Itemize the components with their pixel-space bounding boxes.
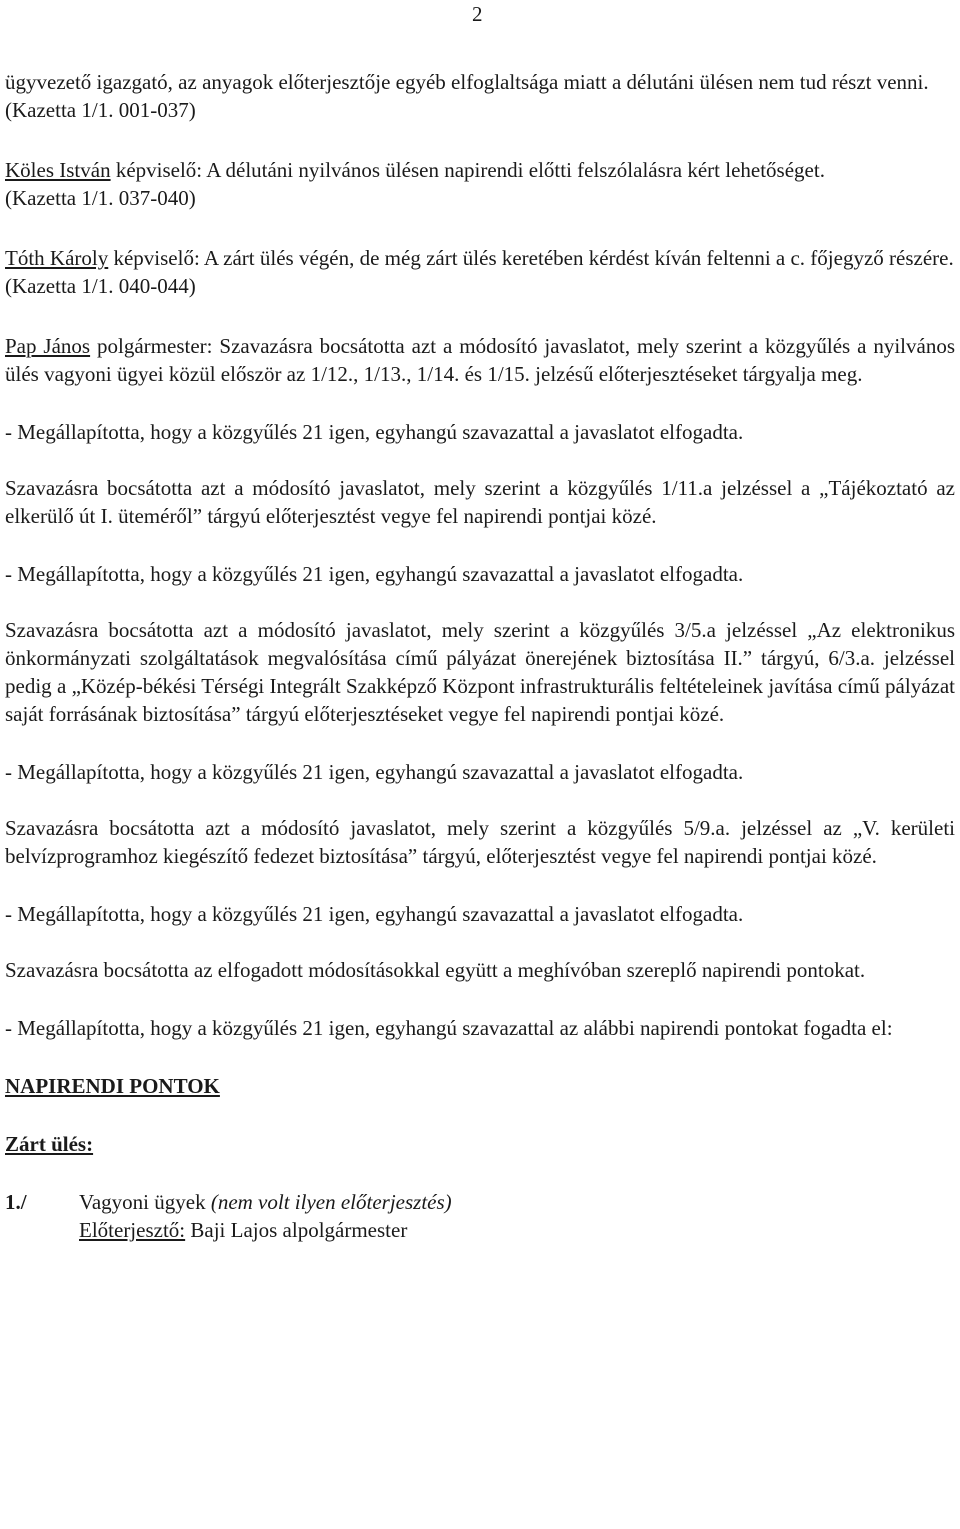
- paragraph-1-text: ügyvezető igazgató, az anyagok előterjesztője egyéb elfoglaltsága miatt a délutáni ülésen nem tud részt venni.: [5, 70, 929, 94]
- agenda-heading: NAPIRENDI PONTOK: [5, 1074, 220, 1098]
- paragraph-3-text: képviselő: A zárt ülés végén, de még zárt ülés keretében kérdést kíván feltenni a c. főjegyző részére.: [108, 246, 954, 270]
- tape-reference: (Kazetta 1/1. 040-044): [5, 274, 196, 298]
- presenter-label: Előterjesztő:: [79, 1218, 186, 1242]
- page-number: 2: [472, 2, 483, 26]
- agenda-item-note: (nem volt ilyen előterjesztés): [210, 1190, 452, 1214]
- paragraph-1: [5, 68, 955, 124]
- paragraph-9: - Megállapította, hogy a közgyűlés 21 igen, egyhangú szavazattal az alábbi napirendi pontokat fogadta el:: [5, 1016, 893, 1040]
- paragraph-5: Szavazásra bocsátotta azt a módosító javaslatot, mely szerint a közgyűlés 1/11.a jelzéssel a „Tájékoztató az elkerülő út I. üteméről” tárgyú előterjesztést vegye fel napirendi pontjai közé.: [5, 476, 955, 528]
- vote-result-1: - Megállapította, hogy a közgyűlés 21 igen, egyhangú szavazattal a javaslatot elfogadta.: [5, 420, 744, 444]
- agenda-item-number: 1./: [5, 1190, 27, 1214]
- vote-result-4: - Megállapította, hogy a közgyűlés 21 igen, egyhangú szavazattal a javaslatot elfogadta.: [5, 902, 744, 926]
- document-body: [5, 68, 955, 1244]
- paragraph-2: [5, 156, 955, 212]
- paragraph-2-text: képviselő: A délutáni nyilvános ülésen napirendi előtti felszólalásra kért lehetőséget.: [110, 158, 825, 182]
- paragraph-4: [5, 332, 955, 388]
- paragraph-7: Szavazásra bocsátotta azt a módosító javaslatot, mely szerint a közgyűlés 5/9.a. jelzéssel az „V. kerületi belvízprogramhoz kiegészítő fedezet biztosítása” tárgyú, előterjesztést vegye fel napirendi pontjai közé.: [5, 816, 955, 868]
- paragraph-6: Szavazásra bocsátotta azt a módosító javaslatot, mely szerint a közgyűlés 3/5.a jelzéssel „Az elektronikus önkormányzati szolgáltatások megvalósítása című pályázat önerejének biztosítása II.” tárgyú, 6/3.a. jelzéssel pedig a „Közép-békési Térségi Integrált Szakképző Központ infrastrukturális feltételeinek javítása című pályázat saját forrásának biztosítása” tárgyú előterjesztéseket vegye fel napirendi pontjai közé.: [5, 618, 955, 726]
- agenda-item-body: [79, 1188, 955, 1244]
- tape-reference: (Kazetta 1/1. 037-040): [5, 186, 196, 210]
- agenda-item-title: Vagyoni ügyek: [79, 1190, 211, 1214]
- closed-session-heading: Zárt ülés:: [5, 1132, 94, 1156]
- paragraph-4-text: polgármester: Szavazásra bocsátotta azt a módosító javaslatot, mely szerint a közgyűlés a nyilvános ülés vagyoni ügyei közül először az 1/12., 1/13., 1/14. és 1/15. jelzésű előterjesztéseket tárgyalja meg.: [5, 334, 956, 386]
- tape-reference: (Kazetta 1/1. 001-037): [5, 98, 196, 122]
- speaker-name: Pap János: [5, 334, 91, 358]
- presenter-name: Baji Lajos alpolgármester: [185, 1218, 408, 1242]
- speaker-name: Tóth Károly: [5, 246, 109, 270]
- paragraph-3: [5, 244, 955, 300]
- speaker-name: Köles István: [5, 158, 111, 182]
- paragraph-8: Szavazásra bocsátotta az elfogadott módosításokkal együtt a meghívóban szereplő napirendi pontokat.: [5, 958, 866, 982]
- vote-result-3: - Megállapította, hogy a közgyűlés 21 igen, egyhangú szavazattal a javaslatot elfogadta.: [5, 760, 744, 784]
- vote-result-2: - Megállapította, hogy a közgyűlés 21 igen, egyhangú szavazattal a javaslatot elfogadta.: [5, 562, 744, 586]
- agenda-item: [5, 1188, 955, 1244]
